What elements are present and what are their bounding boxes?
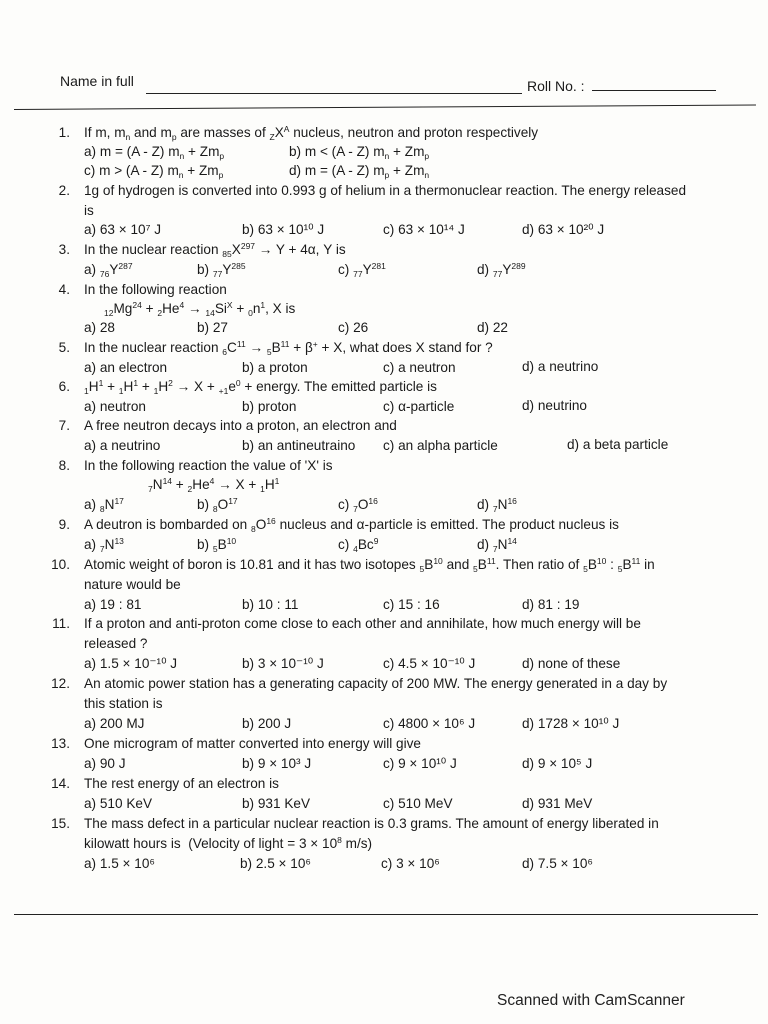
scanner-watermark: Scanned with CamScanner [497,992,685,1009]
option-c: c) 4.5 × 10⁻¹⁰ J [383,656,476,671]
question-number: 7. [58,418,70,433]
question-number: 6. [58,379,70,394]
question-text: One microgram of matter converted into energy will give [84,736,421,751]
question-text: In the nuclear reaction $_{85}X^{297} \to Y + 4\alpha$, Y is [84,241,346,259]
option-b: b) 9 × 10³ J [242,756,312,771]
option-a: a) $_7N^{13}$ [84,536,124,554]
question-text: 1g of hydrogen is converted into 0.993 g of helium in a thermonuclear reaction. The energy released [84,183,687,198]
question-text: Atomic weight of boron is 10.81 and it has two isotopes $_5B^{10}$ and $_5B^{11}$. Then ratio of $_5B^{10}$ : $_5B^{11}$ in [84,556,655,574]
option-d: d) 9 × 10⁵ J [522,756,593,771]
option-a: a) $_{76}Y^{287}$ [84,261,133,279]
option-c: c) $_4Bc^9$ [338,536,379,554]
option-d: d) none of these [522,656,621,671]
option-c: c) an alpha particle [383,438,498,453]
question-number: 2. [58,183,70,198]
question-text: If a proton and anti-proton come close to each other and annihilate, how much energy will be [84,616,641,631]
option-d: d) $_{77}Y^{289}$ [477,261,526,279]
option-c: c) 4800 × 10⁶ J [383,716,476,731]
question-text: $_1H^1 + _1H^1 + _1H^2 \to X + _{+1}e^0$ + energy. The emitted particle is [84,378,437,396]
question-number: 14. [51,776,70,791]
option-a: a) 28 [84,320,115,335]
option-a: a) 1.5 × 10⁻¹⁰ J [84,656,178,671]
footer-divider [14,914,758,915]
question-number: 11. [52,616,70,631]
option-c: c) a neutron [383,360,456,375]
option-b: b) proton [242,399,297,414]
option-d: d) 22 [477,320,508,335]
question-number: 10. [51,557,70,572]
option-b: b) 2.5 × 10⁶ [240,856,311,871]
option-b: b) 931 KeV [242,796,311,811]
option-d: d) a beta particle [567,437,669,452]
question-text-continued: this station is [84,696,163,711]
option-d: d) m = (A - Z) $m_p + Zm_n$ [289,163,430,180]
option-a: a) m = (A - Z) $m_n + Zm_p$ [84,144,225,161]
option-a: a) a neutrino [84,438,161,453]
question-number: 8. [58,458,70,473]
question-text: If m, $m_n$ and $m_p$ are masses of $_ZX^A$ nucleus, neutron and proton respectively [84,124,539,142]
question-number: 13. [51,736,70,751]
question-text: The rest energy of an electron is [84,776,279,791]
question-text-continued: kilowatt hours is (Velocity of light = $3 \times 10^8$ m/s) [84,835,373,851]
option-a: a) 19 : 81 [84,597,142,612]
option-b: b) $_8O^{17}$ [197,496,238,514]
option-a: a) 200 MJ [84,716,145,731]
question-number: 15. [51,816,70,831]
option-a: a) 63 × 10⁷ J [84,222,162,237]
option-c: c) 63 × 10¹⁴ J [383,222,465,237]
option-b: b) a proton [242,360,308,375]
option-c: c) 3 × 10⁶ [381,856,440,871]
option-c: c) 15 : 16 [383,597,440,612]
option-d: d) $_7N^{14}$ [477,536,517,554]
option-b: b) 10 : 11 [242,597,299,612]
option-d: d) 81 : 19 [522,597,580,612]
question-number: 4. [58,282,70,297]
question-number: 3. [58,242,70,257]
question-text: In the following reaction the value of 'X' is [84,458,333,473]
question-number: 5. [58,340,70,355]
option-b: b) 63 × 10¹⁰ J [242,222,325,237]
option-a: a) 1.5 × 10⁶ [84,856,155,871]
option-d: d) 931 MeV [522,796,593,811]
option-d: d) neutrino [522,398,587,413]
option-c: c) α-particle [383,399,455,414]
option-c: c) $_7O^{16}$ [338,496,378,514]
option-c: c) 26 [338,320,369,335]
question-number: 12. [51,676,70,691]
option-d: d) 63 × 10²⁰ J [522,222,605,237]
question-number: 1. [58,125,70,140]
name-label: Name in full [60,73,134,89]
question-text: In the nuclear reaction $_6C^{11} \to _5B^{11} + \beta^+ + X$, what does X stand for ? [84,339,493,357]
question-text-continued: is [84,203,94,218]
option-a: a) 510 KeV [84,796,153,811]
option-d: d) $_7N^{16}$ [477,496,517,514]
option-a: a) an electron [84,360,168,375]
question-text-continued: nature would be [84,577,181,592]
option-a: a) neutron [84,399,146,414]
reaction-equation: $_7N^{14} + _2He^4 \to X + _1H^1$ [148,476,280,494]
option-b: b) $_{77}Y^{285}$ [197,261,246,279]
option-b: b) 3 × 10⁻¹⁰ J [242,656,324,671]
question-text-continued: released ? [84,636,148,651]
question-text: A deutron is bombarded on $_8O^{16}$ nucleus and α-particle is emitted. The product nucleus is [84,516,619,534]
option-b: b) 27 [197,320,228,335]
option-a: a) 90 J [84,756,126,771]
question-text: In the following reaction [84,282,227,297]
reaction-equation: $_{12}Mg^{24} + _2He^4 \to _{14}Si^X + _0n^1$, X is [104,300,296,318]
option-a: a) $_8N^{17}$ [84,496,124,514]
option-b: b) 200 J [242,716,292,731]
option-c: c) 510 MeV [383,796,453,811]
option-c: c) m > (A - Z) $m_n + Zm_p$ [84,163,224,180]
option-b: b) $_5B^{10}$ [197,536,237,554]
roll-number-label: Roll No. : [527,78,585,94]
question-text: A free neutron decays into a proton, an electron and [84,418,397,433]
option-b: b) an antineutraino [242,438,356,453]
question-number: 9. [58,517,70,532]
option-d: d) a neutrino [522,359,599,374]
option-d: d) 1728 × 10¹⁰ J [522,716,620,731]
option-b: b) m < (A - Z) $m_n + Zm_p$ [289,144,430,161]
option-d: d) 7.5 × 10⁶ [522,856,593,871]
question-text: An atomic power station has a generating capacity of 200 MW. The energy generated in a day by [84,676,668,691]
option-c: c) 9 × 10¹⁰ J [383,756,457,771]
question-text: The mass defect in a particular nuclear reaction is 0.3 grams. The amount of energy liberated in [84,816,659,831]
option-c: c) $_{77}Y^{281}$ [338,261,386,279]
